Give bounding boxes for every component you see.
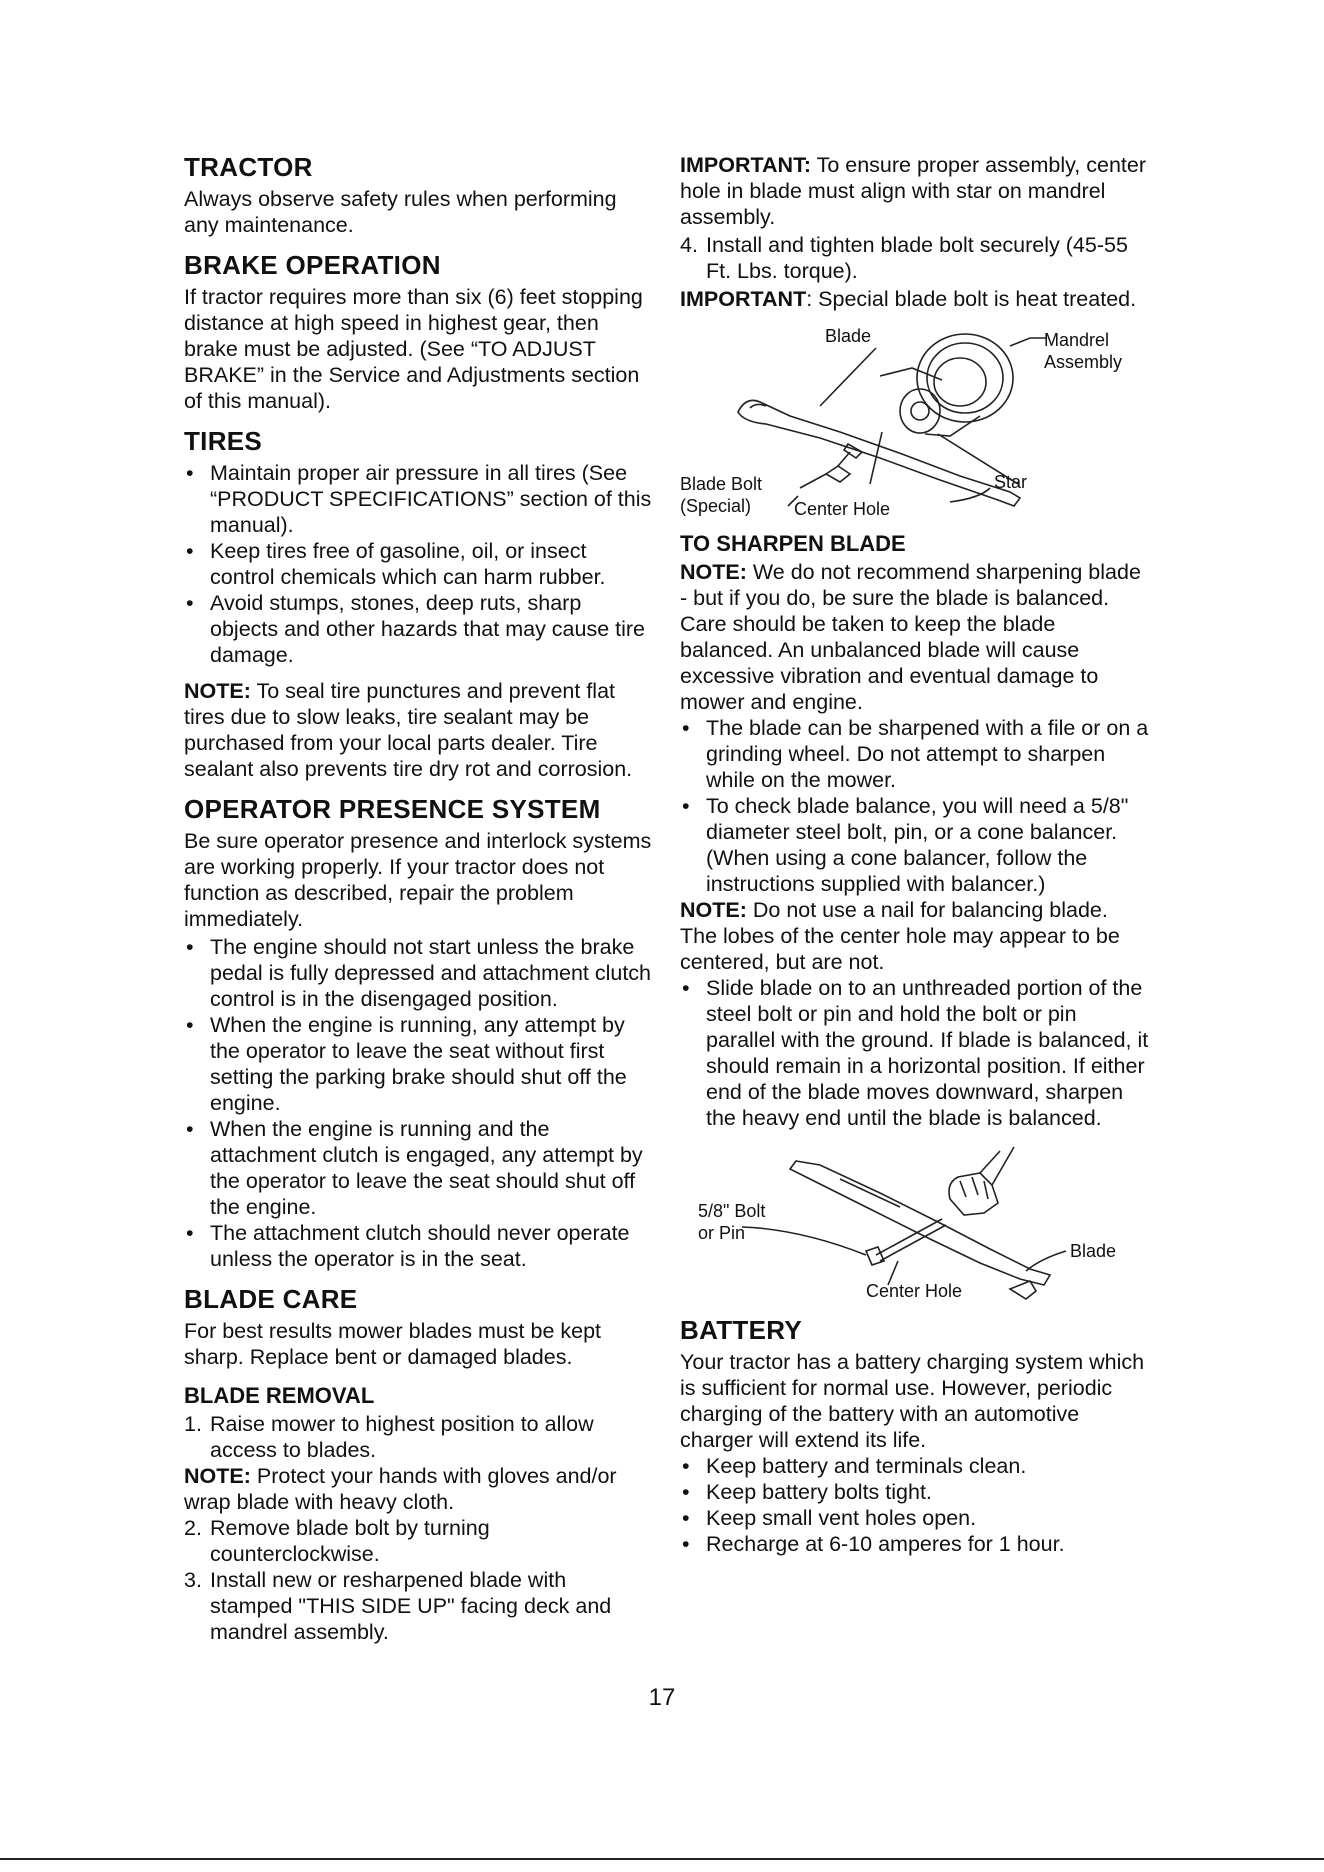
tractor-text: Always observe safety rules when performing any maintenance. — [184, 187, 617, 237]
blade-balance-drawing — [680, 1143, 1150, 1303]
install-steps — [680, 232, 1150, 284]
important-label: IMPORTANT — [680, 287, 807, 311]
label-star: Star — [994, 472, 1028, 492]
note-label: NOTE: — [680, 560, 747, 584]
important-alignment — [680, 152, 1150, 230]
step-3 — [184, 1567, 654, 1645]
label-center-hole: Center Hole — [866, 1281, 963, 1301]
blade-removal-steps — [184, 1411, 654, 1463]
step-text: Raise mower to highest position to allow access to blades. — [210, 1412, 594, 1462]
section-blade-removal — [184, 1382, 654, 1645]
section-tires — [184, 426, 654, 782]
label-blade: Blade — [825, 326, 872, 346]
sharpen-text: Care should be taken to keep the blade balanced. An unbalanced blade will cause excessive vibration and eventual damage to mower and engine. — [680, 612, 1099, 714]
label-blade-bolt: Blade Bolt — [680, 474, 763, 494]
important-bolt — [680, 286, 1150, 312]
note-label: NOTE: — [184, 679, 251, 703]
sharpen-note-2 — [680, 897, 1150, 975]
right-column — [680, 152, 1150, 1569]
blade-balance-figure — [680, 1143, 1150, 1303]
label-bolt: 5/8" Bolt — [698, 1201, 766, 1221]
section-battery — [680, 1315, 1150, 1557]
list-item: • Keep tires free of gasoline, oil, or insect control chemicals which can harm rubber. — [184, 538, 654, 590]
blade-removal-note — [184, 1463, 654, 1515]
important-text: : Special blade bolt is heat treated. — [806, 287, 1137, 311]
section-sharpen-blade — [680, 530, 1150, 1131]
heading-brake-operation: BRAKE OPERATION — [184, 250, 441, 280]
operator-list — [184, 934, 654, 1272]
note-label: NOTE: — [184, 1464, 251, 1488]
list-item: • Slide blade on to an unthreaded portion of the steel bolt or pin and hold the bolt or pin parallel with the ground. If blade is balanced, it should remain in a horizontal position. If either end of the blade moves downward, sharpen the heavy end until the blade is balanced. — [680, 975, 1150, 1131]
step-number: 1. — [184, 1412, 202, 1436]
important-label: IMPORTANT: — [680, 153, 811, 177]
heading-operator-presence: OPERATOR PRESENCE SYSTEM — [184, 794, 601, 824]
list-item: • Keep battery bolts tight. — [680, 1479, 1150, 1505]
tires-note — [184, 678, 654, 782]
step-text: Install and tighten blade bolt securely (45-55 Ft. Lbs. torque). — [706, 233, 1128, 283]
step-text: Install new or resharpened blade with stamped "THIS SIDE UP" facing deck and mandrel assembly. — [210, 1568, 612, 1644]
important-text: To ensure proper assembly, center hole in blade must align with star on mandrel assembly. — [680, 153, 1146, 229]
list-item: • The attachment clutch should never operate unless the operator is in the seat. — [184, 1220, 654, 1272]
list-item: • The engine should not start unless the brake pedal is fully depressed and attachment clutch control is in the disengaged position. — [184, 934, 654, 1012]
list-item: • The blade can be sharpened with a file or on a grinding wheel. Do not attempt to sharpen while on the mower. — [680, 715, 1150, 793]
heading-blade-care: BLADE CARE — [184, 1284, 358, 1314]
heading-tires: TIRES — [184, 426, 263, 456]
section-brake-operation — [184, 250, 654, 414]
bottom-rule — [0, 1858, 1324, 1860]
label-special: (Special) — [680, 496, 752, 516]
list-item: • Maintain proper air pressure in all tires (See “PRODUCT SPECIFICATIONS” section of this manual). — [184, 460, 654, 538]
label-or-pin: or Pin — [698, 1223, 746, 1243]
note-text: To seal tire punctures and prevent flat tires due to slow leaks, tire sealant may be purchased from your local parts dealer. Tire sealant also prevents tire dry rot and corrosion. — [184, 679, 633, 781]
step-number: 3. — [184, 1568, 202, 1592]
sharpen-list — [680, 715, 1150, 897]
list-item: • Keep small vent holes open. — [680, 1505, 1150, 1531]
note-text: We do not recommend sharpening blade - but if you do, be sure the blade is balanced. — [680, 560, 1141, 610]
battery-text: Your tractor has a battery charging system which is sufficient for normal use. However, periodic charging of the battery with an automotive charger will extend its life. — [680, 1350, 1145, 1452]
sharpen-note — [680, 559, 1150, 611]
blade-removal-steps-cont — [184, 1515, 654, 1645]
heading-battery: BATTERY — [680, 1315, 802, 1345]
heading-tractor: TRACTOR — [184, 152, 313, 182]
step-number: 4. — [680, 233, 698, 257]
step-2 — [184, 1515, 654, 1567]
label-assembly: Assembly — [1044, 352, 1123, 372]
section-blade-care — [184, 1284, 654, 1370]
label-blade: Blade — [1070, 1241, 1117, 1261]
step-4 — [680, 232, 1150, 284]
label-mandrel: Mandrel — [1044, 330, 1110, 350]
heading-blade-removal: BLADE REMOVAL — [184, 1383, 375, 1408]
label-center-hole: Center Hole — [794, 499, 891, 519]
step-number: 2. — [184, 1516, 202, 1540]
list-item: • Keep battery and terminals clean. — [680, 1453, 1150, 1479]
blade-care-text: For best results mower blades must be kept sharp. Replace bent or damaged blades. — [184, 1319, 602, 1369]
note-text: Do not use a nail for balancing blade. The lobes of the center hole may appear to be centered, but are not. — [680, 898, 1120, 974]
page-number: 17 — [648, 1684, 676, 1711]
heading-sharpen-blade: TO SHARPEN BLADE — [680, 531, 906, 556]
list-item: • When the engine is running, any attempt by the operator to leave the seat without first setting the parking brake should shut off the engine. — [184, 1012, 654, 1116]
list-item: • When the engine is running and the attachment clutch is engaged, any attempt by the operator to leave the seat should shut off the engine. — [184, 1116, 654, 1220]
list-item: • Recharge at 6-10 amperes for 1 hour. — [680, 1531, 1150, 1557]
battery-list — [680, 1453, 1150, 1557]
note-text: Protect your hands with gloves and/or wrap blade with heavy cloth. — [184, 1464, 617, 1514]
section-operator-presence — [184, 794, 654, 1272]
tires-list — [184, 460, 654, 668]
left-column — [184, 152, 654, 1657]
step-text: Remove blade bolt by turning counterclockwise. — [210, 1516, 490, 1566]
brake-text: If tractor requires more than six (6) feet stopping distance at high speed in highest gear, then brake must be adjusted. (See “TO ADJUST BRAKE” in the Service and Adjustments section of this manual). — [184, 285, 643, 413]
step-1 — [184, 1411, 654, 1463]
blade-mandrel-figure — [680, 316, 1150, 519]
section-tractor — [184, 152, 654, 238]
note-label: NOTE: — [680, 898, 747, 922]
operator-text: Be sure operator presence and interlock systems are working properly. If your tractor does not function as described, repair the problem immediately. — [184, 829, 652, 931]
balance-list — [680, 975, 1150, 1131]
list-item: • Avoid stumps, stones, deep ruts, sharp objects and other hazards that may cause tire damage. — [184, 590, 654, 668]
list-item: • To check blade balance, you will need a 5/8" diameter steel bolt, pin, or a cone balancer. (When using a cone balancer, follow the instructions supplied with balancer.) — [680, 793, 1150, 897]
